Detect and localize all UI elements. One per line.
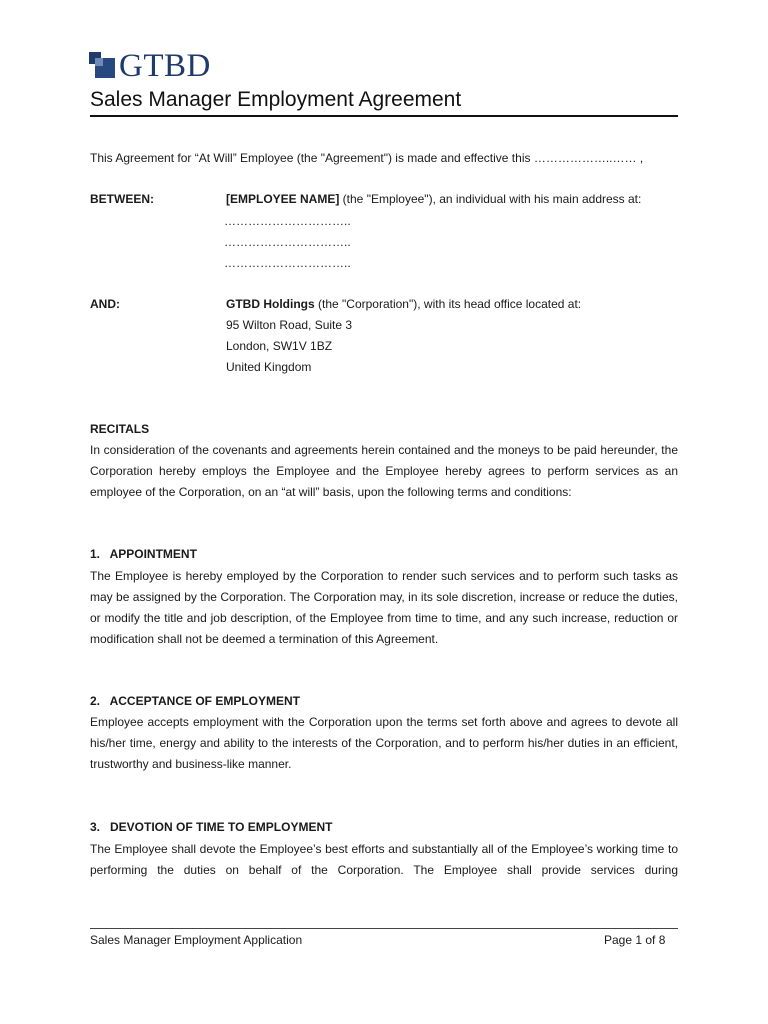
company-logo xyxy=(89,50,211,82)
between-label: BETWEEN: xyxy=(90,192,154,206)
employee-desc: (the "Employee"), an individual with his main address at: xyxy=(339,192,642,206)
section-heading: 2. ACCEPTANCE OF EMPLOYMENT xyxy=(90,694,301,708)
logo-squares-icon xyxy=(89,52,115,80)
between-party xyxy=(226,189,641,210)
section-text: Employee accepts employment with the Corporation upon the terms set forth above and agrees to devote all his/her time, energy and ability to the interests of the Corporation, and to perform his/her duties in an efficient, trustworthy and business-like manner. xyxy=(90,715,678,771)
logo-text: GTBD xyxy=(119,48,211,84)
employee-name: [EMPLOYEE NAME] xyxy=(226,192,340,206)
title-divider xyxy=(90,115,678,117)
corporation-desc: (the "Corporation"), with its head office located at: xyxy=(314,297,582,311)
and-party xyxy=(226,294,581,315)
footer-page-number: Page 1 of 8 xyxy=(604,933,666,947)
corporation-name: GTBD Holdings xyxy=(226,297,315,311)
employee-address-line: ………………………….. xyxy=(224,256,351,270)
section-text: The Employee is hereby employed by the Corporation to render such services and to perform such tasks as may be assigned by the Corporation. The Corporation may, in its sole discretion, increase or reduce the duties, or modify the title and job description, of the Employee from time to time, and any such increase, reduction or modification shall not be deemed a termination of this Agreement. xyxy=(90,569,678,646)
intro-text: This Agreement for “At Will” Employee (the "Agreement") is made and effective this ………………..…… , xyxy=(90,151,644,165)
recitals-text: In consideration of the covenants and agreements herein contained and the moneys to be paid hereunder, the Corporation hereby employs the Employee and the Employee hereby agrees to perform services as an employee of the Corporation, on an “at will” basis, upon the following terms and conditions: xyxy=(90,443,678,499)
footer-document-name: Sales Manager Employment Application xyxy=(90,933,303,947)
corporation-address-line: 95 Wilton Road, Suite 3 xyxy=(226,318,353,332)
and-label: AND: xyxy=(90,297,120,311)
section-heading: 3. DEVOTION OF TIME TO EMPLOYMENT xyxy=(90,820,333,834)
recitals-heading: RECITALS xyxy=(90,422,150,436)
corporation-address-line: London, SW1V 1BZ xyxy=(226,339,333,353)
footer-divider xyxy=(90,928,678,929)
section-text: The Employee shall devote the Employee’s best efforts and substantially all of the Employee’s working time to performing the duties on behalf of the Corporation. The Employee shall provide services during xyxy=(90,842,678,877)
section-heading: 1. APPOINTMENT xyxy=(90,547,197,561)
employee-address-line: ………………………….. xyxy=(224,235,351,249)
corporation-address-line: United Kingdom xyxy=(226,360,312,374)
employee-address-line: ………………………….. xyxy=(224,214,351,228)
page-title: Sales Manager Employment Agreement xyxy=(90,88,462,111)
